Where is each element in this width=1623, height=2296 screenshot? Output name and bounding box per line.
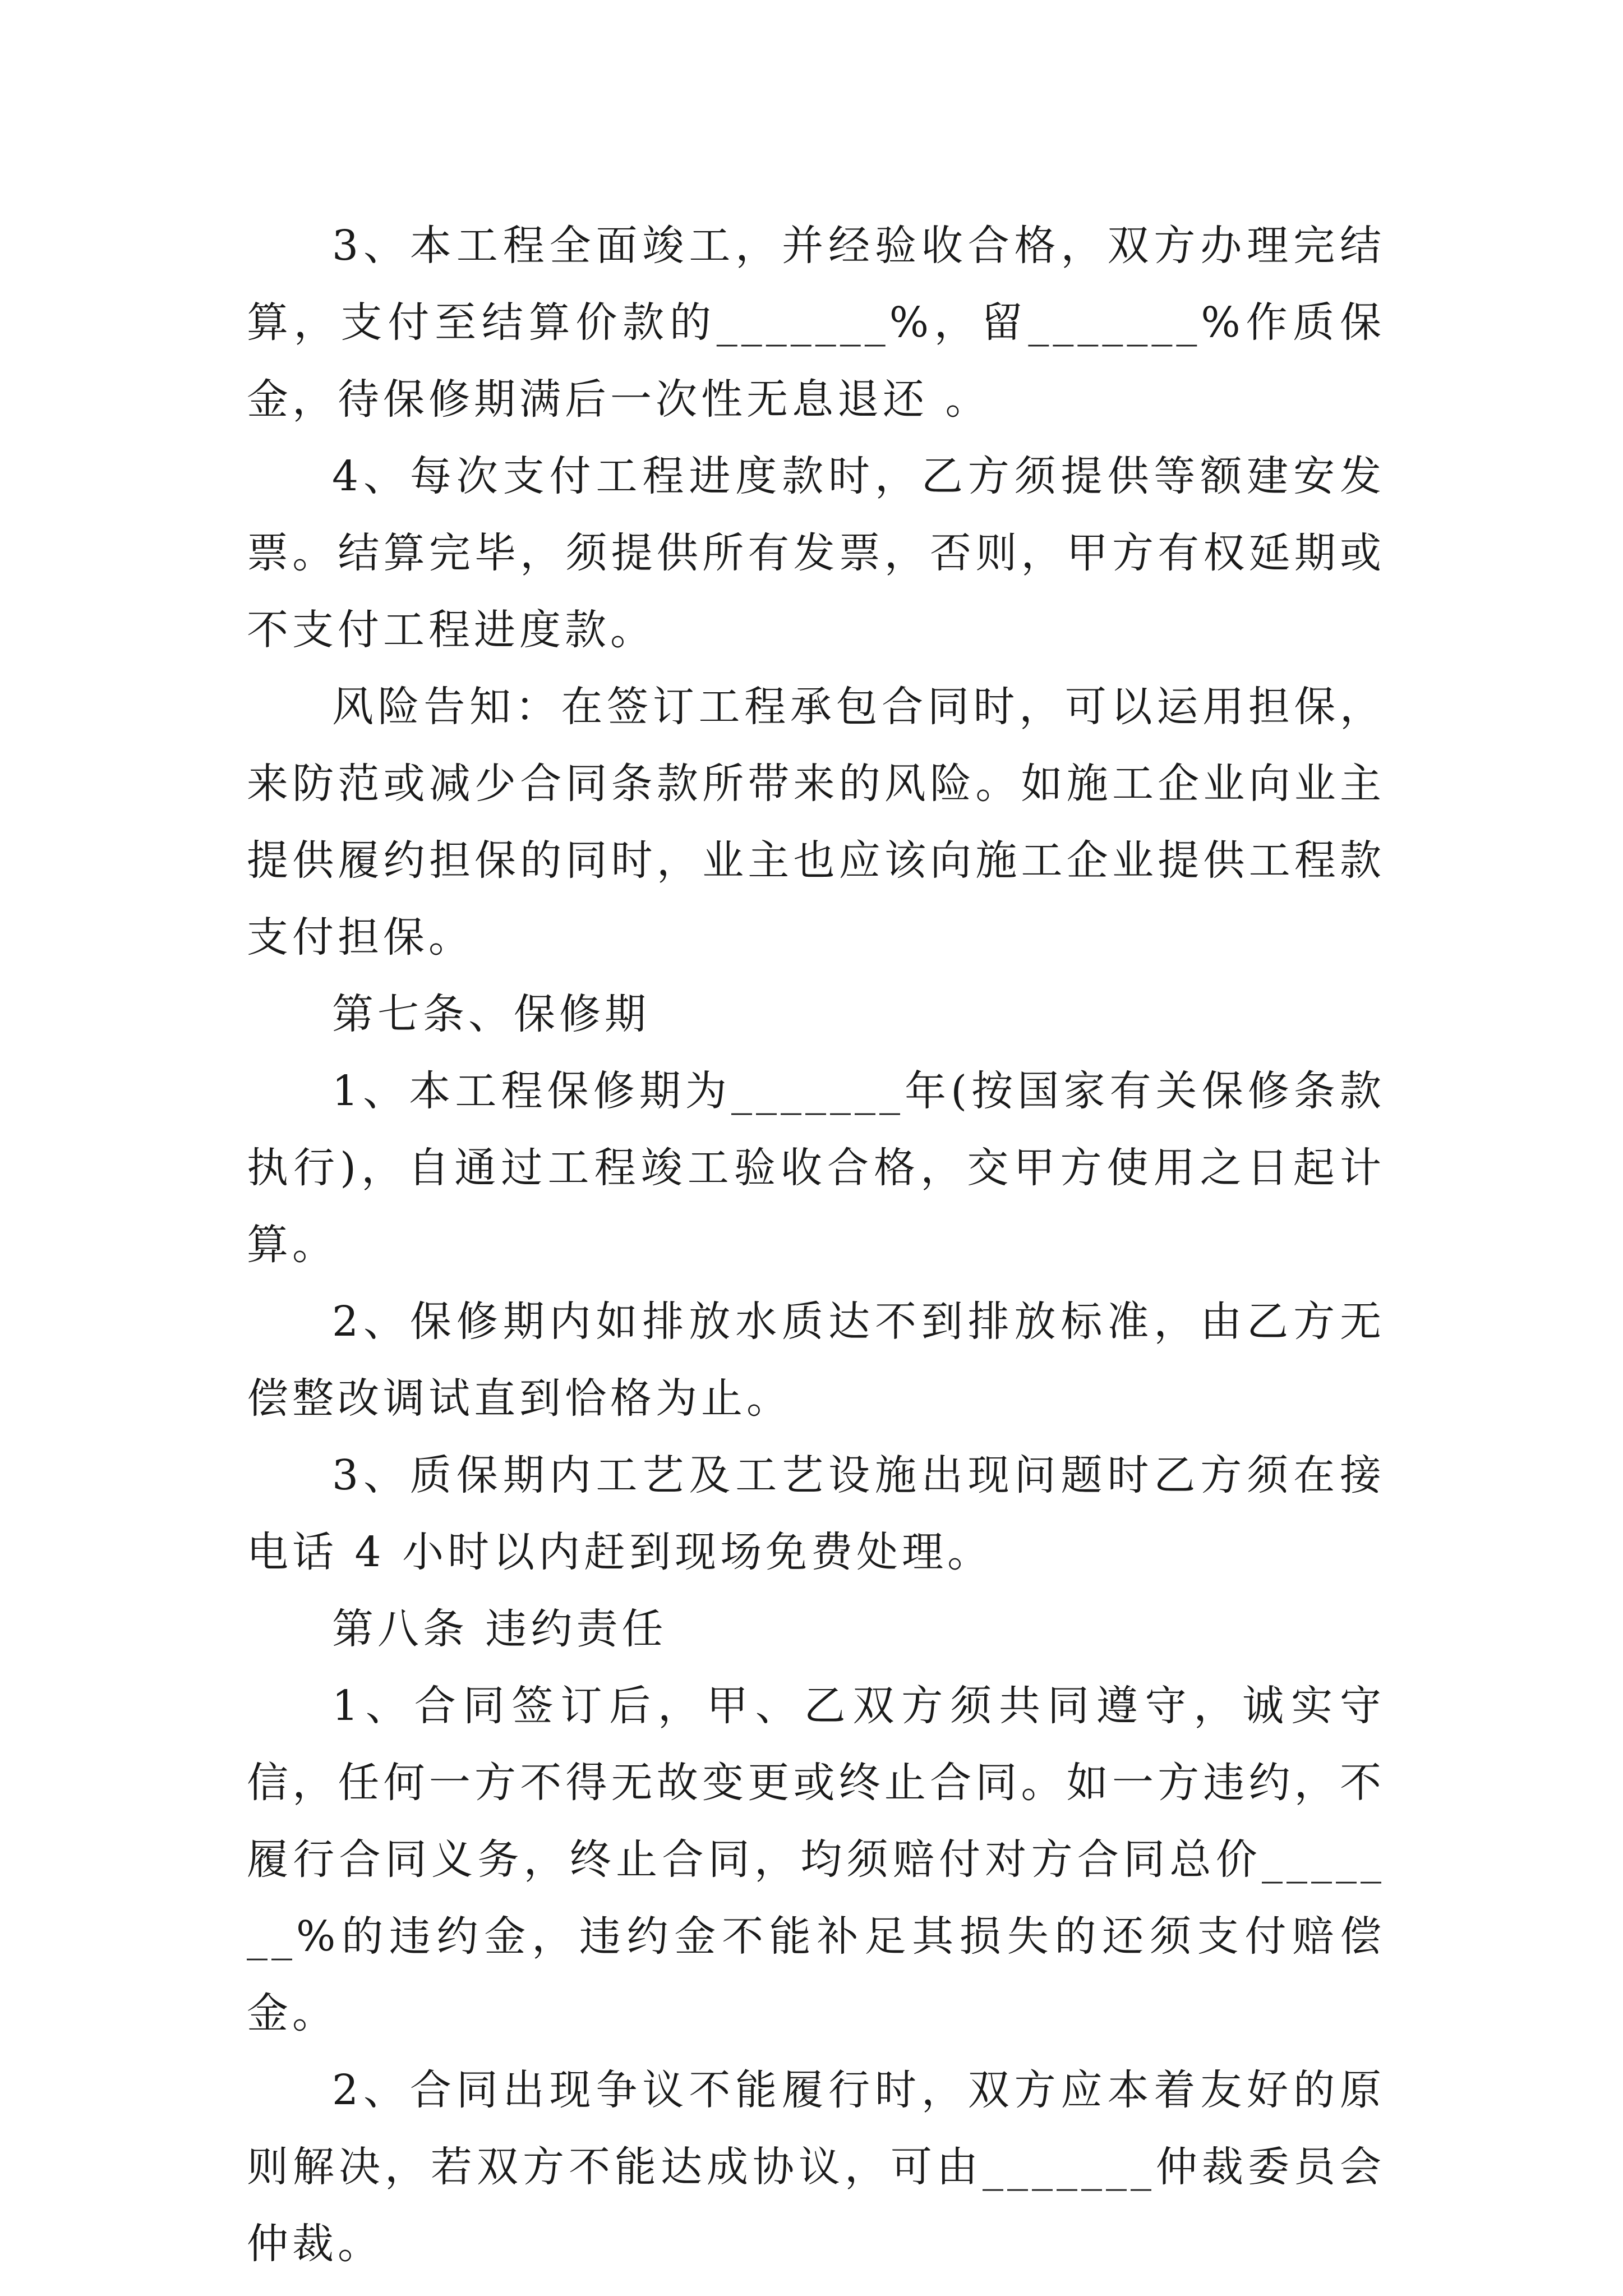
clause-8-heading: 第八条 违约责任 <box>332 1605 667 1653</box>
document-body <box>247 208 1385 2283</box>
clause-6-item-3: 3、本工程全面竣工，并经验收合格，双方办理完结算，支付至结算价款的_______%，留_______%作质保金，待保修期满后一次性无息退还 。 <box>247 222 1385 424</box>
clause-7-item-2: 2、保修期内如排放水质达不到排放标准，由乙方无偿整改调试直到恰格为止。 <box>247 1297 1385 1423</box>
clause-8-item-1: 1、合同签订后，甲、乙双方须共同遵守，诚实守信，任何一方不得无故变更或终止合同。如一方违约，不履行合同义务，终止合同，均须赔付对方合同总价_______%的违约金，违约金不能补足其损失的还须支付赔偿金。 <box>247 1682 1385 2037</box>
clause-6-item-4: 4、每次支付工程进度款时，乙方须提供等额建安发票。结算完毕，须提供所有发票，否则，甲方有权延期或不支付工程进度款。 <box>247 452 1385 654</box>
risk-notice: 风险告知：在签订工程承包合同时，可以运用担保，来防范或减少合同条款所带来的风险。如施工企业向业主提供履约担保的同时，业主也应该向施工企业提供工程款支付担保。 <box>247 683 1385 961</box>
clause-7-item-3: 3、质保期内工艺及工艺设施出现问题时乙方须在接电话 4 小时以内赶到现场免费处理。 <box>247 1451 1385 1576</box>
clause-7-item-1: 1、本工程保修期为_______年(按国家有关保修条款执行)，自通过工程竣工验收合格，交甲方使用之日起计算。 <box>247 1067 1385 1269</box>
clause-8-item-2: 2、合同出现争议不能履行时，双方应本着友好的原则解决，若双方不能达成协议，可由_______仲裁委员会仲裁。 <box>247 2066 1385 2268</box>
clause-7-heading: 第七条、保修期 <box>332 990 650 1038</box>
